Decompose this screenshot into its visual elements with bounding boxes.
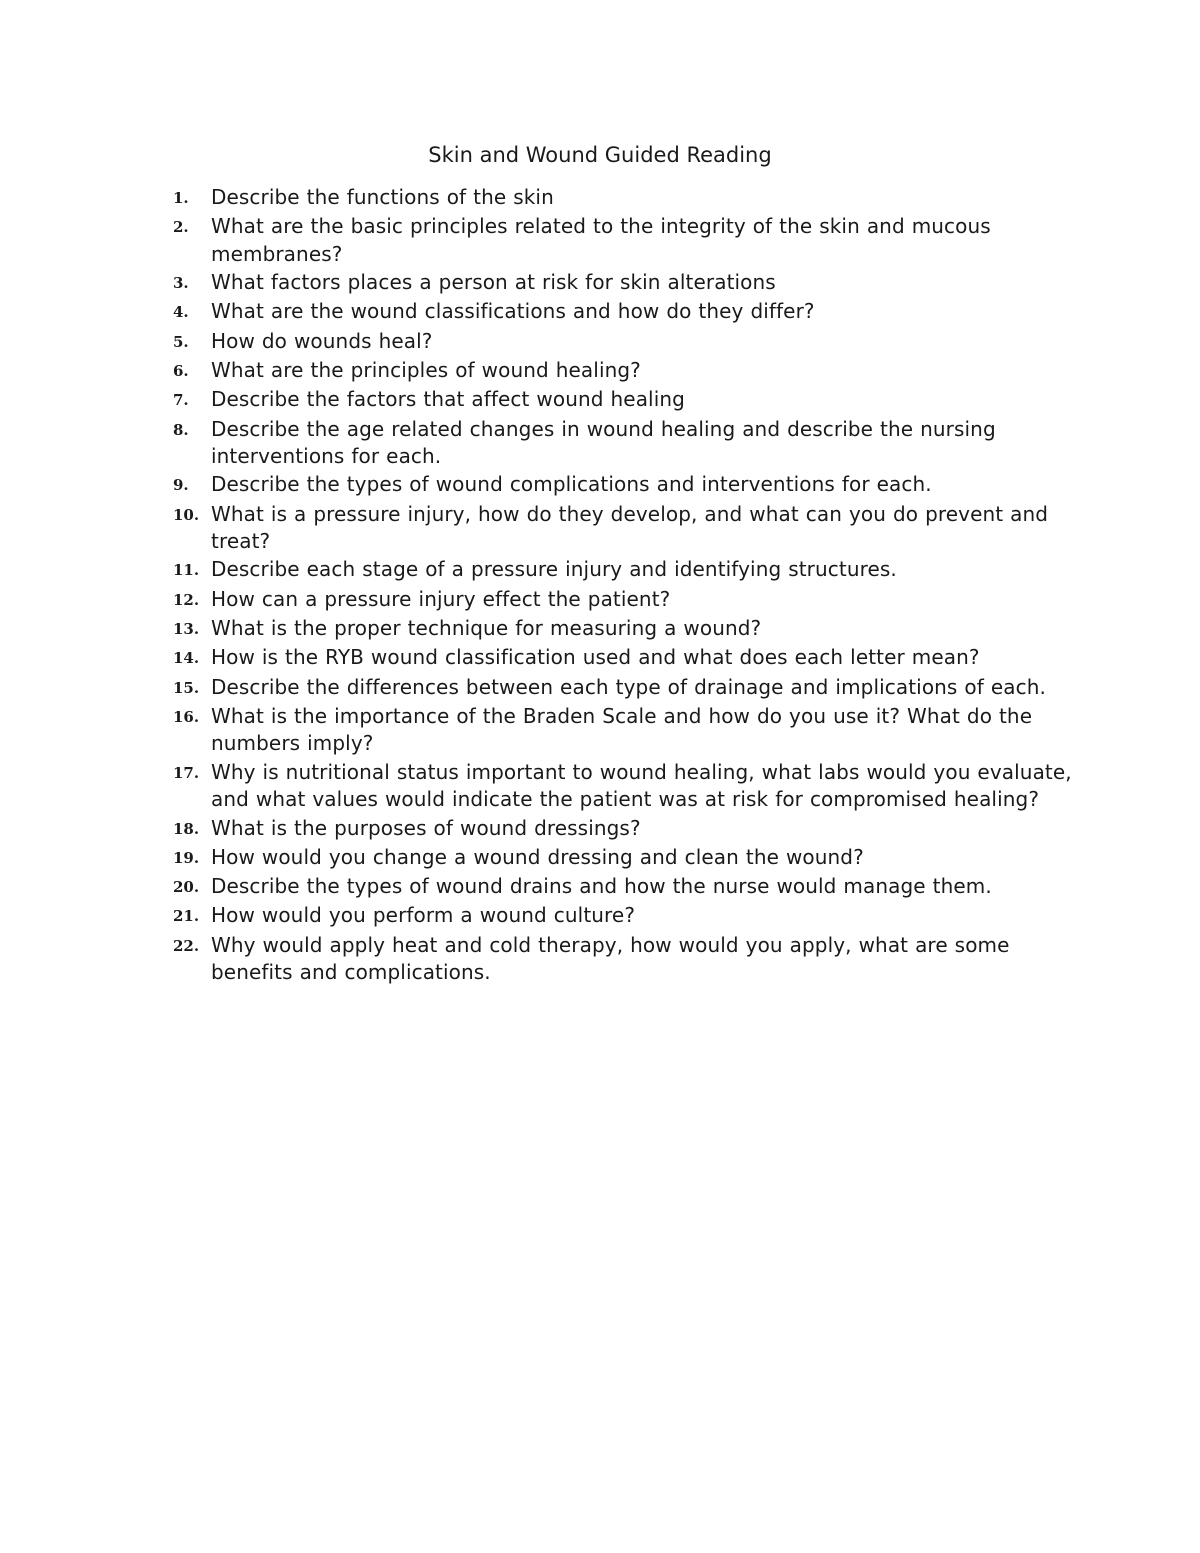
question-text: What is a pressure injury, how do they develop, and what can you do prevent and treat? (211, 501, 1049, 554)
question-item-14 (173, 644, 1073, 673)
question-item-5 (173, 328, 1073, 357)
question-item-11 (173, 556, 1073, 585)
question-item-1 (173, 184, 1073, 213)
question-number: 12. (173, 590, 200, 609)
question-number: 7. (173, 391, 189, 410)
question-text: How do wounds heal? (211, 328, 433, 353)
question-text: What are the principles of wound healing? (211, 357, 641, 382)
question-number: 14. (173, 649, 200, 668)
question-number: 5. (173, 332, 189, 351)
question-number: 4. (173, 303, 189, 322)
question-number: 6. (173, 361, 189, 380)
question-text: Describe the age related changes in wound healing and describe the nursing interventions for each. (211, 416, 996, 469)
question-text: How would you change a wound dressing and clean the wound? (211, 844, 864, 869)
question-text: Why is nutritional status important to wound healing, what labs would you evaluate, and what values would indicate the patient was at risk for compromised healing? (211, 759, 1072, 812)
question-item-8 (173, 416, 1073, 471)
question-number: 2. (173, 218, 189, 237)
question-number: 11. (173, 561, 200, 580)
question-number: 15. (173, 678, 200, 697)
question-number: 10. (173, 505, 200, 524)
question-item-2 (173, 213, 1073, 268)
page-title: Skin and Wound Guided Reading (428, 143, 772, 167)
question-number: 20. (173, 878, 200, 897)
question-text: How is the RYB wound classification used and what does each letter mean? (211, 645, 980, 670)
question-item-10 (173, 501, 1073, 556)
question-text: How would you perform a wound culture? (211, 903, 636, 928)
question-text: What is the proper technique for measuring a wound? (211, 616, 762, 641)
question-text: How can a pressure injury effect the patient? (211, 586, 671, 611)
question-item-9 (173, 471, 1073, 500)
question-item-13 (173, 615, 1073, 644)
question-item-21 (173, 902, 1073, 931)
question-item-15 (173, 674, 1073, 703)
question-item-3 (173, 269, 1073, 298)
question-text: Describe the types of wound complications and interventions for each. (211, 472, 932, 497)
question-text: What is the importance of the Braden Scale and how do you use it? What do the numbers imply? (211, 703, 1033, 756)
question-item-6 (173, 357, 1073, 386)
question-text: Describe the types of wound drains and how the nurse would manage them. (211, 874, 992, 899)
question-item-16 (173, 703, 1073, 758)
question-number: 19. (173, 848, 200, 867)
question-item-12 (173, 586, 1073, 615)
question-number: 22. (173, 936, 200, 955)
question-number: 1. (173, 189, 189, 207)
question-number: 9. (173, 476, 189, 495)
question-text: What factors places a person at risk for skin alterations (211, 270, 776, 295)
question-number: 3. (173, 274, 189, 293)
question-item-17 (173, 759, 1073, 814)
question-text: What are the wound classifications and how do they differ? (211, 299, 815, 324)
question-item-7 (173, 386, 1073, 415)
question-list (173, 184, 1073, 987)
question-item-18 (173, 815, 1073, 844)
question-text: Describe the factors that affect wound healing (211, 387, 685, 412)
question-item-19 (173, 844, 1073, 873)
question-text: What is the purposes of wound dressings? (211, 815, 641, 840)
question-item-22 (173, 932, 1073, 987)
question-text: Describe the differences between each type of drainage and implications of each. (211, 674, 1046, 699)
question-number: 17. (173, 763, 200, 782)
question-number: 13. (173, 620, 200, 639)
question-number: 16. (173, 707, 200, 726)
question-number: 21. (173, 907, 200, 926)
question-number: 18. (173, 819, 200, 838)
question-text: Why would apply heat and cold therapy, how would you apply, what are some benefits and complications. (211, 932, 1010, 985)
question-text: Describe each stage of a pressure injury and identifying structures. (211, 557, 897, 582)
question-item-4 (173, 298, 1073, 327)
question-text: What are the basic principles related to the integrity of the skin and mucous membranes? (211, 214, 991, 266)
question-item-20 (173, 873, 1073, 902)
question-text: Describe the functions of the skin (211, 185, 554, 209)
question-number: 8. (173, 420, 189, 439)
